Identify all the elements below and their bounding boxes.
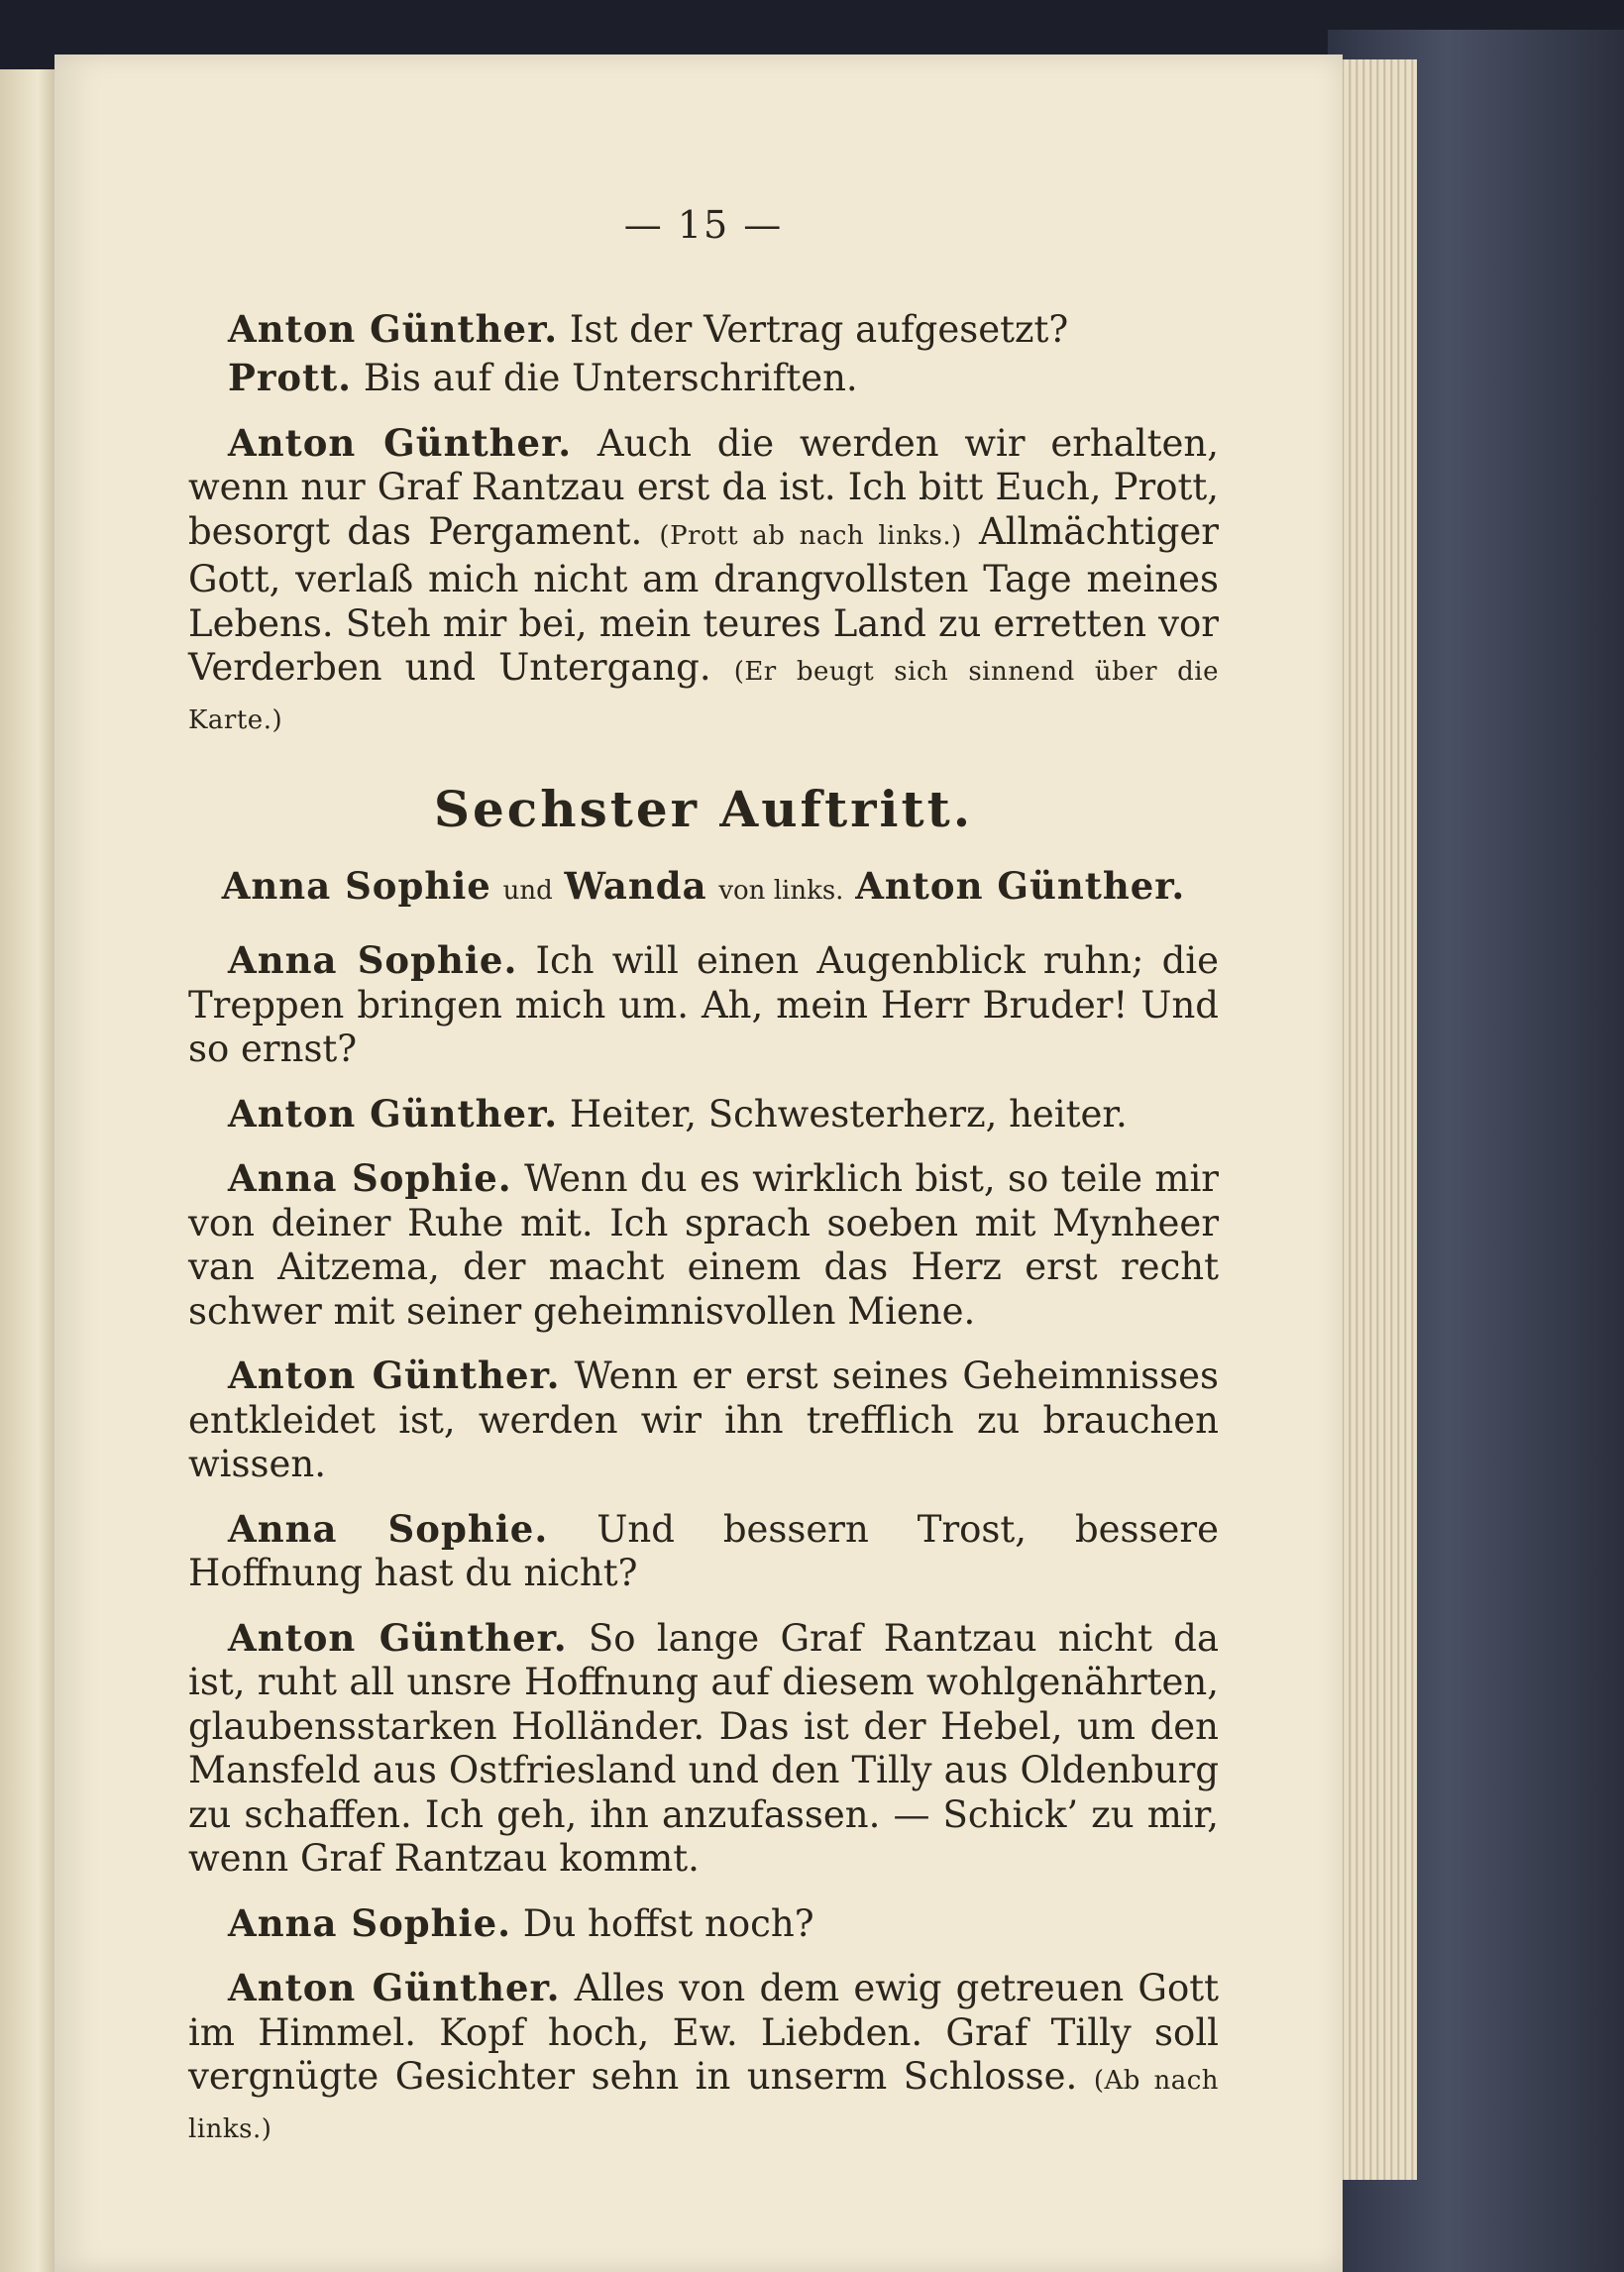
speaker-name: Anton Günther. [228, 1966, 561, 2009]
dialogue-paragraph [188, 1507, 1219, 1596]
cast-name: Anna Sophie [221, 863, 491, 908]
dialogue-paragraph [188, 938, 1219, 1072]
speaker-name: Anna Sophie. [228, 1506, 549, 1551]
speaker-name: Anton Günther. [228, 420, 573, 465]
dialogue-text: Du hoffst noch? [522, 1901, 814, 1945]
dialogue-text: Wenn du es wirklich bist, so teile mir von deiner Ruhe mit. Ich sprach soeben mit Mynheer van Aitzema, der macht einem das Herz erst recht schwer mit seiner geheimnisvollen Miene. [188, 1157, 1219, 1333]
dialogue-text: Heiter, Schwesterherz, heiter. [569, 1092, 1128, 1136]
page-text [188, 203, 1219, 2171]
dialogue-paragraph [188, 1616, 1219, 1882]
scene-title: Sechster Auftritt. [433, 780, 974, 838]
dialogue-text: Wenn er erst seines Geheimnisses entkleidet ist, werden wir ihn trefflich zu brauchen wissen. [188, 1354, 1219, 1485]
page-edges [1338, 59, 1417, 2180]
dialogue-text: Alles von dem ewig getreuen Gott im Himmel. Kopf hoch, Ew. Liebden. Graf Tilly soll vergnügte Gesichter sehn in unserm Schlosse. [188, 1967, 1220, 2098]
dialogue-paragraph [188, 421, 1219, 743]
dialogue-paragraph [188, 1156, 1219, 1334]
dialogue-paragraph [188, 1092, 1219, 1137]
dialogue-paragraph [188, 1966, 1219, 2151]
dialogue-text: So lange Graf Rantzau nicht da ist, ruht all unsre Hoffnung auf diesem wohlgenährten, glaubensstarken Holländer. Das ist der Hebel, um den Mansfeld aus Ostfriesland und den Tilly aus Oldenburg zu schaffen. Ich geh, ihn anzufassen. — Schick’ zu mir, wenn Graf Rantzau kommt. [188, 1616, 1220, 1880]
speaker-name: Anton Günther. [228, 306, 559, 351]
dialogue-paragraph [188, 1353, 1219, 1487]
stage-direction: (Prott ab nach links.) [659, 520, 962, 551]
page-number: — 15 — [623, 203, 784, 247]
speaker-name: Anton Günther. [228, 1353, 561, 1397]
dialogue-text: Allmächtiger Gott, verlaß mich nicht am drangvollsten Tage meines Lebens. Steh mir bei, mein teures Land zu erretten vor Verderben und Untergang. [188, 509, 1219, 689]
dialogue-paragraph [188, 1901, 1219, 1947]
stage-direction: (Ab nach links.) [188, 2066, 1219, 2144]
speaker-name: Anton Günther. [228, 1615, 568, 1660]
speaker-name: Anna Sophie. [228, 1156, 512, 1200]
speaker-name: Anna Sophie. [228, 1900, 512, 1945]
dialogue-paragraph [188, 356, 1219, 401]
dialogue-text: Und bessern Trost, bessere Hoffnung hast du nicht? [188, 1507, 1220, 1594]
dialogue-text: Auch die werden wir erhalten, wenn nur Graf Rantzau erst da ist. Ich bitt Euch, Prott, besorgt das Pergament. [188, 421, 1219, 553]
dialogue-text: Ich will einen Augenblick ruhn; die Treppen bringen mich um. Ah, mein Herr Bruder! Und so ernst? [188, 939, 1219, 1070]
dialogue-text: Ist der Vertrag aufgesetzt? [569, 307, 1069, 351]
stage-direction: (Er beugt sich sinnend über die Karte.) [188, 657, 1219, 735]
cast-name: Anton Günther. [855, 863, 1186, 908]
speaker-name: Anna Sophie. [228, 938, 518, 982]
dialogue-paragraph [188, 307, 1219, 353]
speaker-name: Prott. [228, 356, 353, 399]
cast-name: Wanda [564, 863, 707, 908]
cast-direction: von links. [718, 875, 844, 906]
cast-line [188, 864, 1219, 914]
left-page-edge [0, 69, 54, 2272]
dialogue-text: Bis auf die Unterschriften. [363, 357, 858, 399]
speaker-name: Anton Günther. [228, 1091, 559, 1136]
cast-conjunction: und [502, 875, 553, 906]
book-page [54, 54, 1343, 2272]
